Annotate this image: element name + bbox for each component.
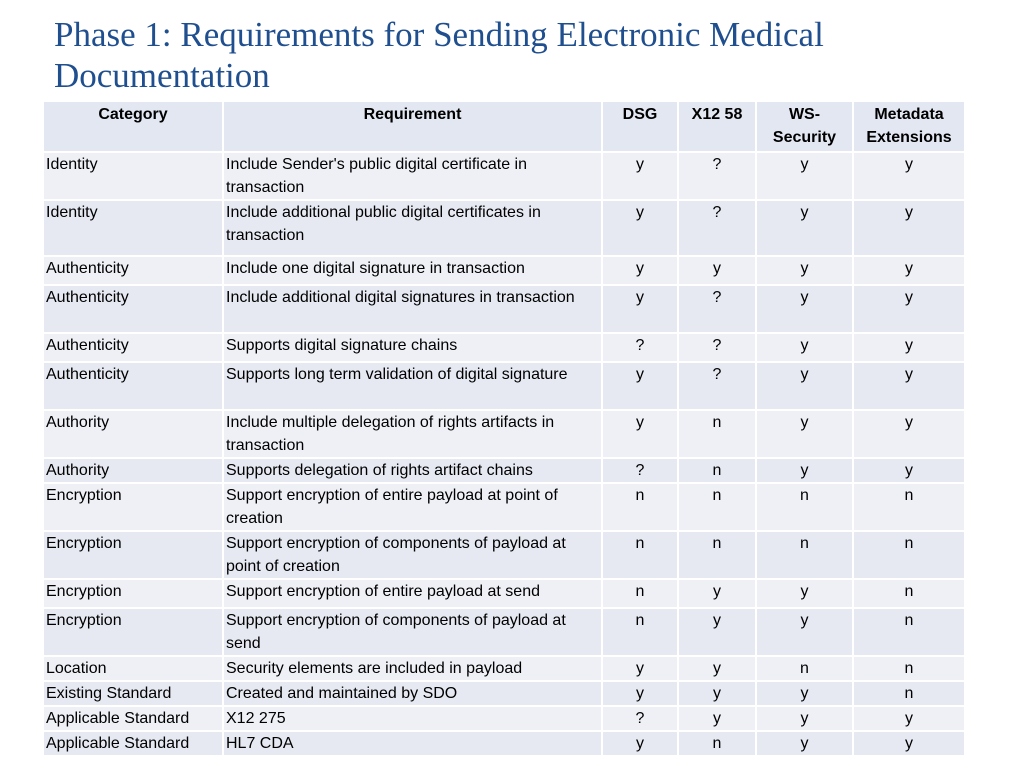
cell-dsg: y (602, 656, 678, 681)
cell-metadata-extensions: y (853, 458, 965, 483)
cell-x12-58: n (678, 731, 756, 756)
cell-metadata-extensions: y (853, 200, 965, 256)
cell-x12-58: n (678, 531, 756, 579)
header-metadata-extensions: Metadata Extensions (853, 101, 965, 152)
table-row (43, 706, 965, 731)
cell-ws-security: y (756, 362, 853, 410)
cell-ws-security: y (756, 681, 853, 706)
cell-requirement: Include one digital signature in transaction (223, 256, 602, 285)
cell-metadata-extensions: y (853, 731, 965, 756)
cell-requirement: Support encryption of entire payload at point of creation (223, 483, 602, 531)
cell-x12-58: ? (678, 362, 756, 410)
cell-requirement: Supports delegation of rights artifact chains (223, 458, 602, 483)
cell-requirement: Include additional public digital certificates in transaction (223, 200, 602, 256)
cell-metadata-extensions: n (853, 681, 965, 706)
cell-category: Existing Standard (43, 681, 223, 706)
cell-dsg: y (602, 362, 678, 410)
cell-x12-58: y (678, 681, 756, 706)
cell-dsg: y (602, 256, 678, 285)
cell-x12-58: y (678, 706, 756, 731)
cell-ws-security: y (756, 200, 853, 256)
cell-ws-security: y (756, 731, 853, 756)
cell-metadata-extensions: y (853, 256, 965, 285)
cell-dsg: y (602, 285, 678, 333)
table-row (43, 483, 965, 531)
cell-requirement: Support encryption of components of payload at send (223, 608, 602, 656)
header-requirement: Requirement (223, 101, 602, 152)
cell-ws-security: y (756, 608, 853, 656)
cell-category: Identity (43, 152, 223, 200)
table-row (43, 200, 965, 256)
cell-x12-58: y (678, 656, 756, 681)
cell-category: Location (43, 656, 223, 681)
cell-requirement: Include additional digital signatures in transaction (223, 285, 602, 333)
cell-dsg: n (602, 483, 678, 531)
header-dsg: DSG (602, 101, 678, 152)
cell-dsg: n (602, 531, 678, 579)
cell-metadata-extensions: y (853, 706, 965, 731)
cell-dsg: ? (602, 706, 678, 731)
cell-category: Authenticity (43, 362, 223, 410)
cell-metadata-extensions: n (853, 531, 965, 579)
table-row (43, 579, 965, 608)
cell-requirement: Security elements are included in payload (223, 656, 602, 681)
cell-category: Authenticity (43, 333, 223, 362)
cell-x12-58: y (678, 256, 756, 285)
cell-x12-58: ? (678, 152, 756, 200)
cell-ws-security: y (756, 458, 853, 483)
cell-ws-security: n (756, 483, 853, 531)
cell-dsg: ? (602, 333, 678, 362)
cell-requirement: Supports digital signature chains (223, 333, 602, 362)
cell-category: Encryption (43, 483, 223, 531)
cell-dsg: y (602, 681, 678, 706)
cell-x12-58: ? (678, 200, 756, 256)
cell-category: Authority (43, 410, 223, 458)
requirements-table (42, 100, 966, 757)
cell-x12-58: n (678, 458, 756, 483)
slide-title: Phase 1: Requirements for Sending Electronic Medical Documentation (54, 15, 824, 95)
table-row (43, 152, 965, 200)
cell-ws-security: y (756, 579, 853, 608)
table-row (43, 458, 965, 483)
cell-category: Authenticity (43, 285, 223, 333)
cell-metadata-extensions: n (853, 579, 965, 608)
cell-category: Authenticity (43, 256, 223, 285)
cell-category: Authority (43, 458, 223, 483)
cell-requirement: Include multiple delegation of rights artifacts in transaction (223, 410, 602, 458)
table-row (43, 256, 965, 285)
cell-x12-58: n (678, 483, 756, 531)
cell-ws-security: y (756, 285, 853, 333)
cell-ws-security: y (756, 256, 853, 285)
table-row (43, 656, 965, 681)
cell-ws-security: n (756, 531, 853, 579)
cell-category: Applicable Standard (43, 731, 223, 756)
table-row (43, 285, 965, 333)
cell-dsg: y (602, 410, 678, 458)
cell-metadata-extensions: y (853, 362, 965, 410)
table-row (43, 608, 965, 656)
cell-metadata-extensions: y (853, 410, 965, 458)
cell-metadata-extensions: y (853, 152, 965, 200)
cell-requirement: Support encryption of entire payload at send (223, 579, 602, 608)
cell-dsg: n (602, 608, 678, 656)
cell-requirement: HL7 CDA (223, 731, 602, 756)
header-ws-security: WS-Security (756, 101, 853, 152)
header-x12-58: X12 58 (678, 101, 756, 152)
table-body (43, 152, 965, 756)
cell-dsg: y (602, 152, 678, 200)
cell-metadata-extensions: y (853, 333, 965, 362)
table-header-row (43, 101, 965, 152)
cell-metadata-extensions: y (853, 285, 965, 333)
cell-metadata-extensions: n (853, 656, 965, 681)
cell-metadata-extensions: n (853, 483, 965, 531)
cell-requirement: Support encryption of components of payload at point of creation (223, 531, 602, 579)
cell-requirement: X12 275 (223, 706, 602, 731)
cell-category: Encryption (43, 579, 223, 608)
cell-category: Encryption (43, 608, 223, 656)
cell-requirement: Supports long term validation of digital signature (223, 362, 602, 410)
cell-dsg: y (602, 731, 678, 756)
cell-x12-58: ? (678, 285, 756, 333)
cell-dsg: ? (602, 458, 678, 483)
table-row (43, 731, 965, 756)
cell-category: Identity (43, 200, 223, 256)
table-row (43, 410, 965, 458)
cell-ws-security: n (756, 656, 853, 681)
header-category: Category (43, 101, 223, 152)
cell-category: Applicable Standard (43, 706, 223, 731)
cell-x12-58: n (678, 410, 756, 458)
cell-ws-security: y (756, 706, 853, 731)
cell-metadata-extensions: n (853, 608, 965, 656)
cell-ws-security: y (756, 333, 853, 362)
cell-category: Encryption (43, 531, 223, 579)
cell-x12-58: y (678, 608, 756, 656)
cell-dsg: n (602, 579, 678, 608)
table-row (43, 362, 965, 410)
cell-dsg: y (602, 200, 678, 256)
table-row (43, 333, 965, 362)
cell-ws-security: y (756, 410, 853, 458)
table-row (43, 681, 965, 706)
cell-ws-security: y (756, 152, 853, 200)
cell-requirement: Created and maintained by SDO (223, 681, 602, 706)
table-row (43, 531, 965, 579)
cell-x12-58: ? (678, 333, 756, 362)
cell-x12-58: y (678, 579, 756, 608)
cell-requirement: Include Sender's public digital certificate in transaction (223, 152, 602, 200)
